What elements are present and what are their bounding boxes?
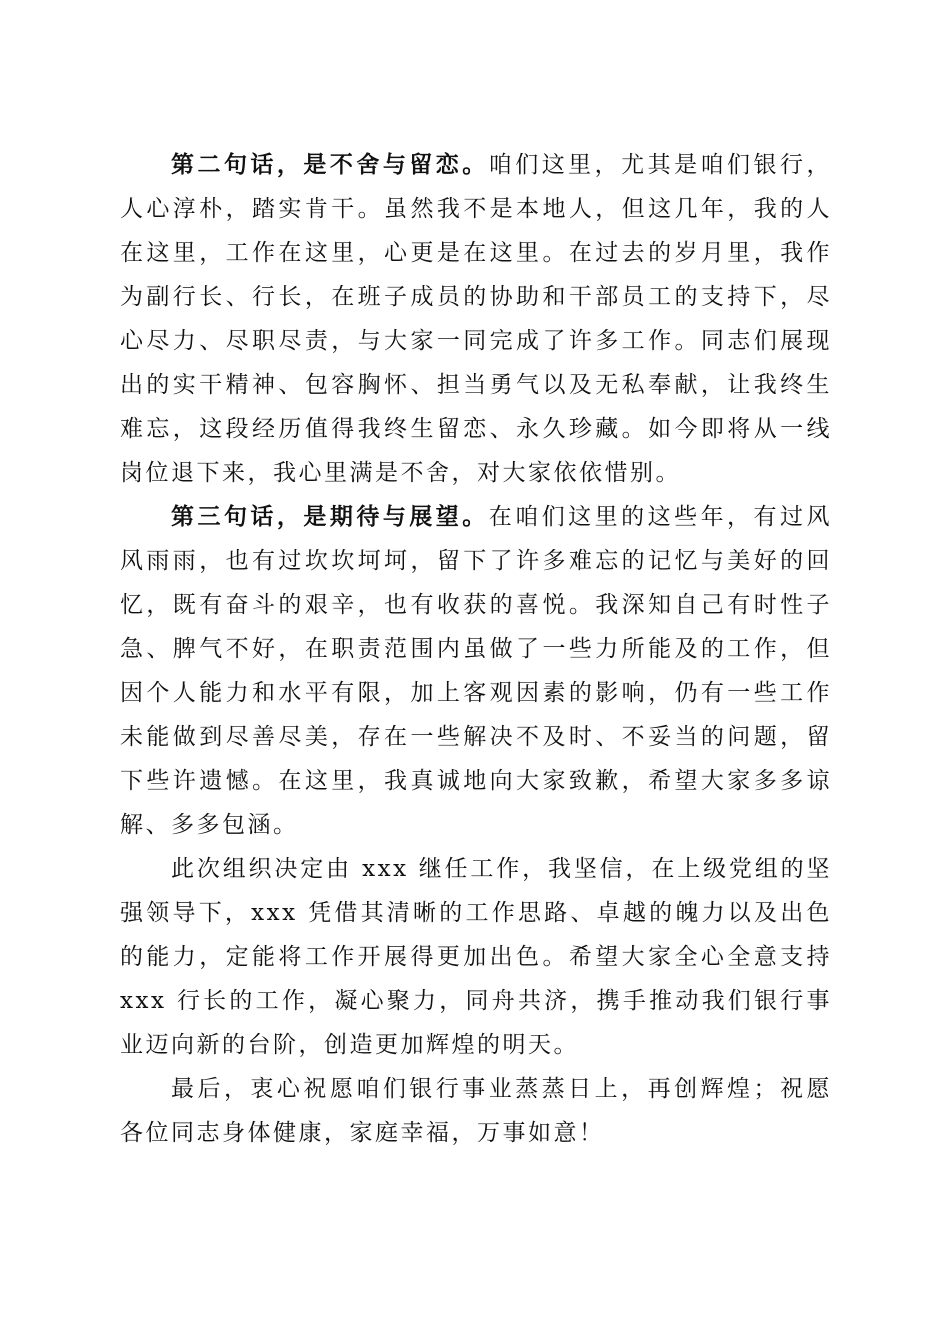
paragraph-second-sentence [120,143,832,495]
paragraph-text: 在咱们这里的这些年，有过风风雨雨，也有过坎坎坷坷，留下了许多难忘的记忆与美好的回忆，既有奋斗的艰辛，也有收获的喜悦。我深知自己有时性子急、脾气不好，在职责范围内虽做了一些力所能及的工作，但因个人能力和水平有限，加上客观因素的影响，仍有一些工作未能做到尽善尽美，存在一些解决不及时、不妥当的问题，留下些许遗憾。在这里，我真诚地向大家致歉，希望大家多多谅解、多多包涵。 [120,504,833,838]
document-body [120,143,832,1155]
paragraph-succession [120,847,832,1067]
paragraph-text: 咱们这里，尤其是咱们银行，人心淳朴，踏实肯干。虽然我不是本地人，但这几年，我的人在这里，工作在这里，心更是在这里。在过去的岁月里，我作为副行长、行长，在班子成员的协助和干部员工的支持下，尽心尽力、尽职尽责，与大家一同完成了许多工作。同志们展现出的实干精神、包容胸怀、担当勇气以及无私奉献，让我终生难忘，这段经历值得我终生留恋、永久珍藏。如今即将从一线岗位退下来，我心里满是不舍，对大家依依惜别。 [120,152,833,486]
paragraph-closing-wishes [120,1067,832,1155]
paragraph-heading: 第二句话，是不舍与留恋。 [171,151,489,178]
paragraph-third-sentence [120,495,832,847]
paragraph-text: 最后，衷心祝愿咱们银行事业蒸蒸日上，再创辉煌；祝愿各位同志身体健康，家庭幸福，万事如意！ [120,1076,832,1146]
paragraph-text: 此次组织决定由 xxx 继任工作，我坚信，在上级党组的坚强领导下，xxx 凭借其清晰的工作思路、卓越的魄力以及出色的能力，定能将工作开展得更加出色。希望大家全心全意支持 xxx 行长的工作，凝心聚力，同舟共济，携手推动我们银行事业迈向新的台阶，创造更加辉煌的明天。 [120,856,832,1058]
paragraph-heading: 第三句话，是期待与展望。 [171,503,489,530]
